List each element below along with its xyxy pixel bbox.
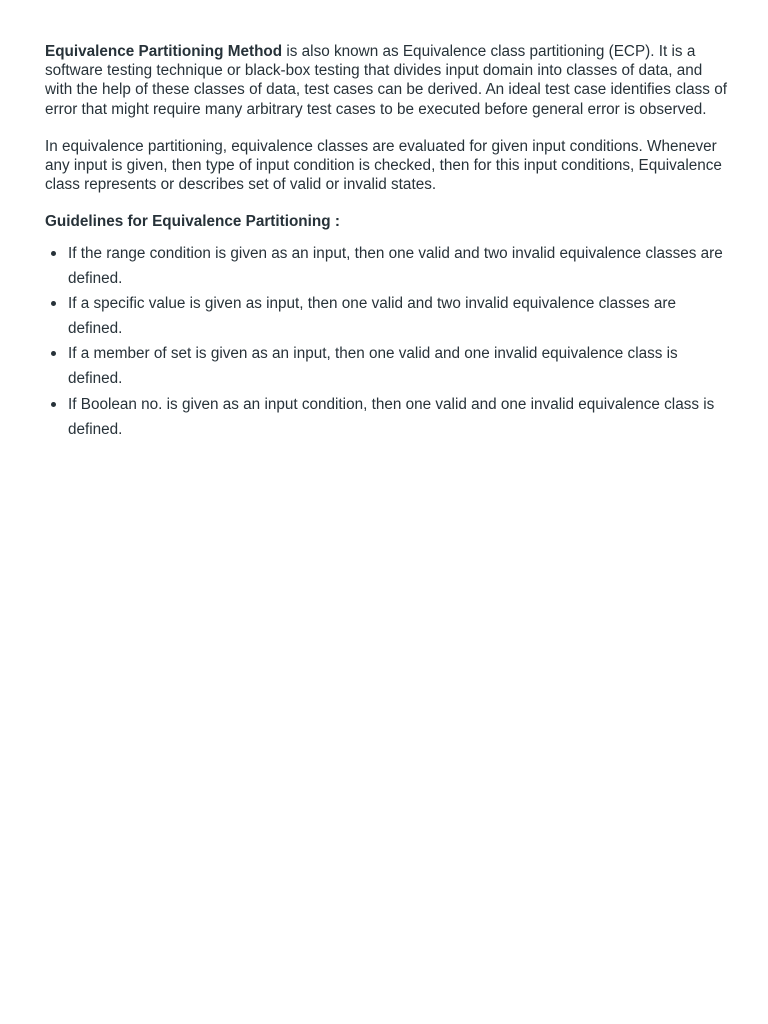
- list-item-text: If Boolean no. is given as an input condition, then one valid and one invalid equivalence class is defined.: [68, 395, 715, 438]
- list-item: [68, 341, 730, 391]
- bullet-icon: [51, 351, 56, 356]
- article-content: [45, 42, 730, 442]
- list-item-text: If a member of set is given as an input, then one valid and one invalid equivalence class is defined.: [68, 345, 678, 388]
- bullet-icon: [51, 251, 56, 256]
- list-item-text: If a specific value is given as input, then one valid and two invalid equivalence classes are defined.: [68, 295, 676, 338]
- guidelines-heading: Guidelines for Equivalence Partitioning :: [45, 213, 340, 231]
- intro-paragraph: [45, 42, 730, 119]
- second-paragraph: In equivalence partitioning, equivalence classes are evaluated for given input conditions. Whenever any input is given, then type of input condition is checked, then for this input conditions, Equivalence class represents or describes set of valid or invalid states.: [45, 137, 722, 194]
- guidelines-list: [45, 241, 730, 442]
- list-item: [68, 392, 730, 442]
- list-item-text: If the range condition is given as an input, then one valid and two invalid equivalence classes are defined.: [68, 244, 723, 287]
- intro-term: Equivalence Partitioning Method: [45, 43, 283, 60]
- bullet-icon: [51, 402, 56, 407]
- list-item: [68, 241, 730, 291]
- bullet-icon: [51, 301, 56, 306]
- list-item: [68, 291, 730, 341]
- intro-text: is also known as Equivalence class partitioning (ECP). It is a software testing technique or black-box testing that divides input domain into classes of data, and with the help of these classes of data, test cases can be derived. An ideal test case identifies class of error that might require many arbitrary test cases to be executed before general error is observed.: [45, 43, 727, 118]
